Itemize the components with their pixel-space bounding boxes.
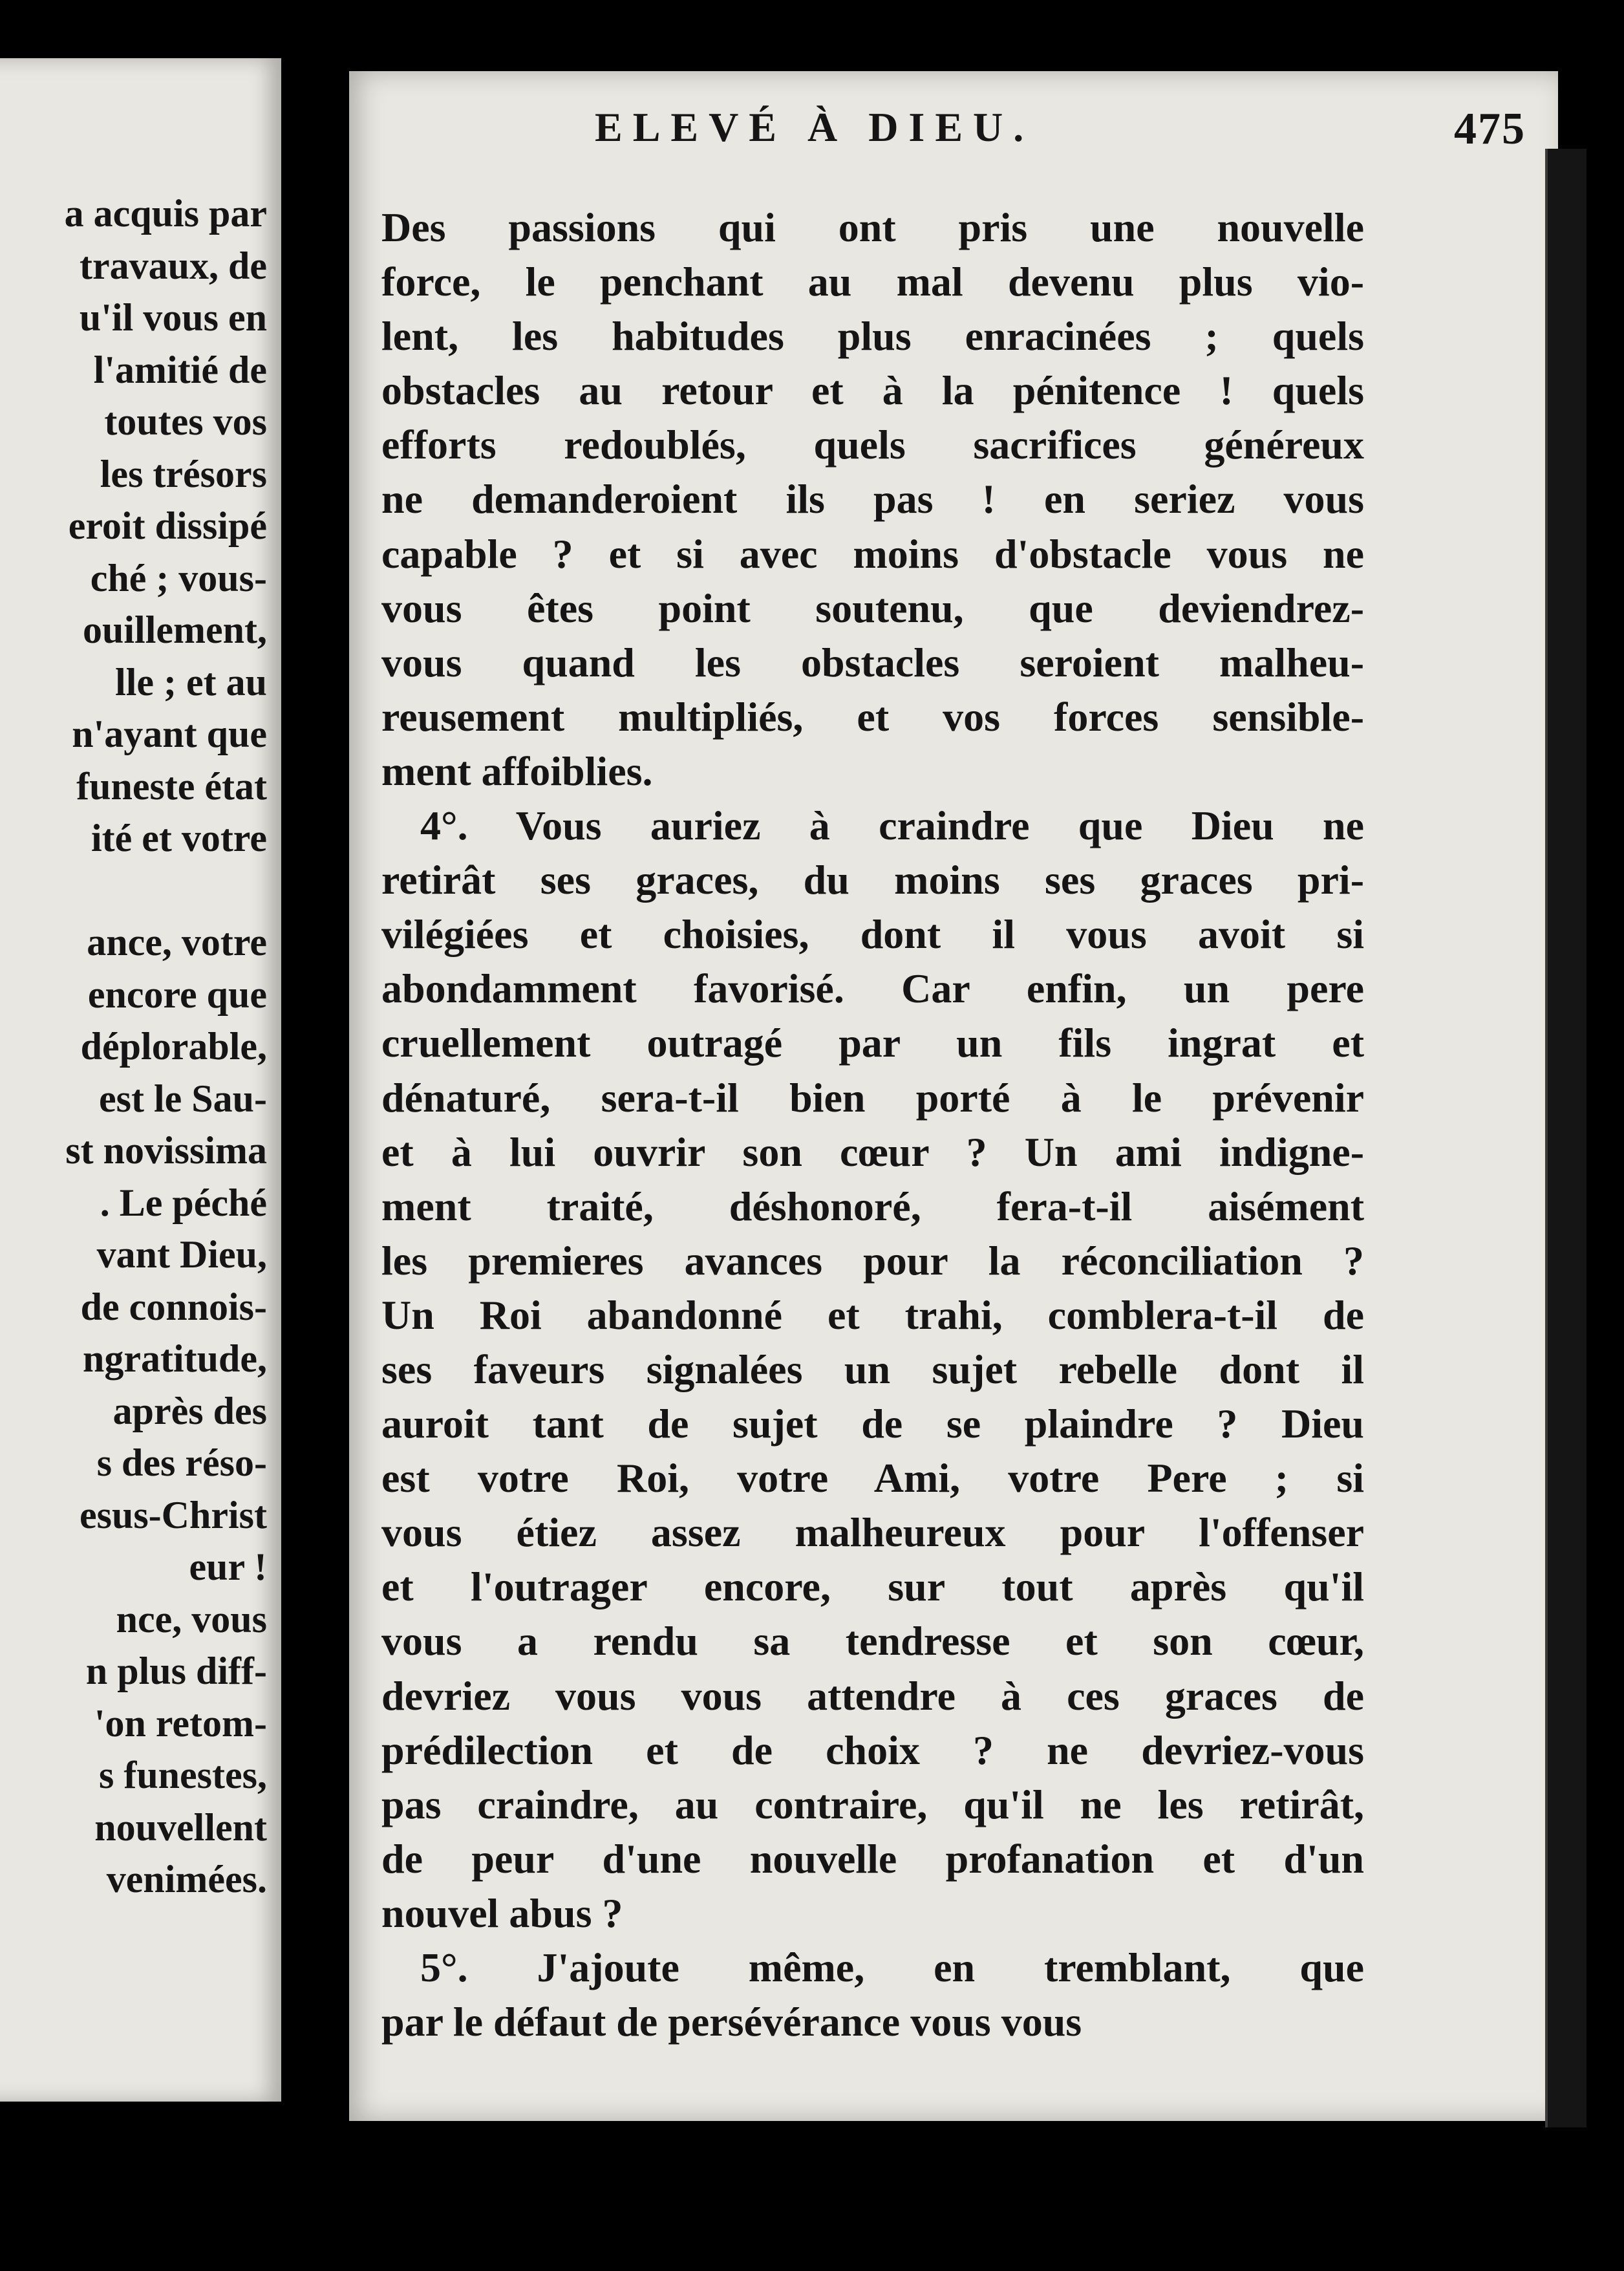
left-page-line: . Le péché	[100, 1181, 267, 1224]
left-page-line: les trésors	[100, 452, 267, 495]
text-line: capable ? et si avec moins d'obstacle vous ne	[381, 530, 1364, 577]
left-page-line: nce, vous	[116, 1597, 267, 1641]
text-line: vous êtes point soutenu, que deviendrez-	[381, 585, 1364, 631]
left-page-line: funeste état	[76, 764, 267, 808]
left-page-line: ance, votre	[87, 921, 267, 963]
left-page-line: n plus diff-	[85, 1650, 267, 1692]
body-text	[381, 200, 1364, 2049]
text-line: par le défaut de persévérance vous vous	[381, 1999, 1082, 2045]
text-line: cruellement outragé par un fils ingrat et	[381, 1020, 1364, 1066]
left-page-line: de connois-	[80, 1285, 267, 1328]
left-page-line: lle ; et au	[115, 660, 267, 704]
text-line: obstacles au retour et à la pénitence ! quels	[381, 367, 1364, 414]
left-page-line: travaux, de	[80, 244, 267, 287]
left-page-text	[0, 188, 267, 1906]
text-line: vous quand les obstacles seroient malheu-	[381, 639, 1364, 685]
text-line: abondamment favorisé. Car enfin, un pere	[381, 965, 1364, 1012]
text-line: 4°. Vous auriez à craindre que Dieu ne	[420, 802, 1364, 849]
left-page-line: n'ayant que	[72, 713, 267, 755]
left-page-line: déplorable,	[80, 1025, 267, 1068]
left-page-line: ché ; vous-	[90, 556, 267, 599]
text-line: prédilection et de choix ? ne devriez-vous	[381, 1727, 1364, 1773]
left-page-line: u'il vous en	[79, 296, 267, 339]
left-page-line: est le Sau-	[99, 1077, 267, 1120]
text-line: devriez vous vous attendre à ces graces de	[381, 1672, 1364, 1719]
text-line: ment traité, déshonoré, fera-t-il aisément	[381, 1183, 1364, 1229]
left-page-line: s des réso-	[96, 1441, 267, 1484]
text-line: Des passions qui ont pris une nouvelle	[381, 204, 1364, 250]
left-page-line: s funestes,	[98, 1754, 267, 1796]
text-line: nouvel abus ?	[381, 1889, 623, 1936]
left-page-line: encore que	[87, 973, 267, 1016]
left-page-line	[0, 865, 267, 917]
left-page-line: toutes vos	[104, 400, 267, 443]
text-line: 5°. J'ajoute même, en tremblant, que	[420, 1944, 1364, 1990]
text-line: ses faveurs signalées un sujet rebelle dont il	[381, 1346, 1364, 1392]
text-line: auroit tant de sujet de se plaindre ? Dieu	[381, 1401, 1364, 1447]
page-number: 475	[1454, 104, 1526, 154]
left-page-line: ouillement,	[83, 608, 267, 651]
text-line: et à lui ouvrir son cœur ? Un ami indigne-	[381, 1128, 1364, 1175]
text-line: pas craindre, au contraire, qu'il ne les retirât,	[381, 1781, 1364, 1827]
left-page	[0, 58, 281, 2102]
right-page	[349, 71, 1558, 2121]
text-line: force, le penchant au mal devenu plus vio-	[381, 259, 1364, 305]
left-page-line: après des	[112, 1389, 267, 1432]
left-page-line: esus-Christ	[79, 1493, 267, 1536]
text-line: vous étiez assez malheureux pour l'offenser	[381, 1509, 1364, 1556]
left-page-line: eroit dissipé	[68, 504, 267, 547]
text-line: dénaturé, sera-t-il bien porté à le prévenir	[381, 1074, 1364, 1121]
left-page-line: venimées.	[106, 1858, 267, 1900]
text-line: de peur d'une nouvelle profanation et d'un	[381, 1835, 1364, 1882]
text-line: Un Roi abandonné et trahi, comblera-t-il de	[381, 1291, 1364, 1338]
text-line: et l'outrager encore, sur tout après qu'il	[381, 1564, 1364, 1610]
text-line: ne demanderoient ils pas ! en seriez vous	[381, 476, 1364, 522]
text-line: vous a rendu sa tendresse et son cœur,	[381, 1618, 1364, 1664]
text-line: vilégiées et choisies, dont il vous avoit si	[381, 911, 1364, 958]
text-line: efforts redoublés, quels sacrifices généreux	[381, 422, 1364, 468]
book-edge	[1545, 149, 1587, 2127]
left-page-line: 'on retom-	[94, 1701, 267, 1745]
running-head-title: ELEVÉ À DIEU.	[595, 104, 1034, 150]
text-line: est votre Roi, votre Ami, votre Pere ; si	[381, 1455, 1364, 1501]
left-page-line: a acquis par	[64, 192, 267, 235]
text-line: ment affoiblies.	[381, 748, 653, 794]
left-page-line: eur !	[189, 1545, 267, 1588]
left-page-line: st novissima	[65, 1129, 267, 1172]
left-page-line: l'amitié de	[93, 348, 267, 391]
text-line: les premieres avances pour la réconciliation ?	[381, 1237, 1364, 1284]
left-page-line: vant Dieu,	[96, 1233, 267, 1276]
text-line: reusement multipliés, et vos forces sensible-	[381, 693, 1364, 740]
left-page-line: ngratitude,	[83, 1337, 267, 1380]
left-page-line: ité et votre	[91, 817, 267, 859]
text-line: lent, les habitudes plus enracinées ; quels	[381, 313, 1364, 360]
text-line: retirât ses graces, du moins ses graces pri-	[381, 857, 1364, 903]
left-page-line: nouvellent	[94, 1805, 267, 1849]
